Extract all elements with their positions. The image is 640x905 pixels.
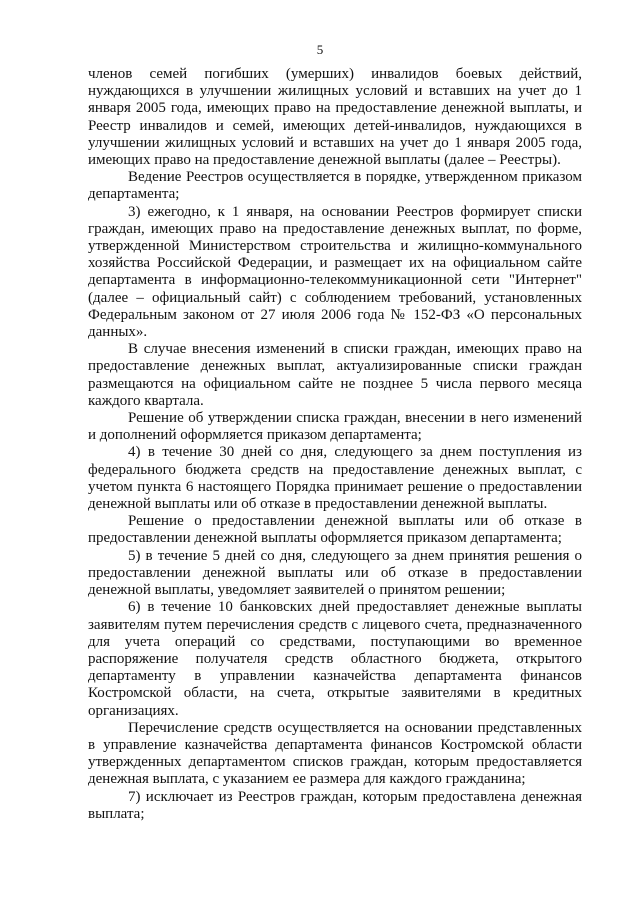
paragraph-payment-decision: Решение о предоставлении денежной выплаты или об отказе в предоставлении денежной выплаты оформляется приказом департамента; xyxy=(88,513,582,547)
paragraph-item-6: 6) в течение 10 банковских дней предоставляет денежные выплаты заявителям путем перечисления средств с лицевого счета, предназначенного для учета операций со средствами, поступающими во временное распоряжение получателя средств областного бюджета, открытого департаменту в управлении казначейства департамента финансов Костромской области, на счета, открытые заявителями в кредитных организациях. xyxy=(88,599,582,719)
paragraph-funds-transfer: Перечисление средств осуществляется на основании представленных в управление казначейства департамента финансов Костромской области утвержденных департаментом списков граждан, которым предоставляется денежная выплата, с указанием ее размера для каждого гражданина; xyxy=(88,719,582,788)
paragraph-continuation: членов семей погибших (умерших) инвалидов боевых действий, нуждающихся в улучшении жилищных условий и вставших на учет до 1 января 2005 года, имеющих право на предоставление денежной выплаты, и Реестр инвалидов и семей, имеющих детей-инвалидов, нуждающихся в улучшении жилищных условий и вставших на учет до 1 января 2005 года, имеющих право на предоставление денежной выплаты (далее – Реестры). xyxy=(88,66,582,169)
paragraph-item-3: 3) ежегодно, к 1 января, на основании Реестров формирует списки граждан, имеющих право на предоставление денежных выплат, по форме, утвержденной Министерством строительства и жилищно-коммунального хозяйства Российской Федерации, и размещает их на официальном сайте департамента в информационно-телекоммуникационной сети "Интернет" (далее – официальный сайт) с соблюдением требований, установленных Федеральным законом от 27 июля 2006 года № 152-ФЗ «О персональных данных». xyxy=(88,203,582,341)
paragraph-list-approval: Решение об утверждении списка граждан, внесении в него изменений и дополнений оформляется приказом департамента; xyxy=(88,410,582,444)
document-body xyxy=(88,66,582,823)
paragraph-registry-procedure: Ведение Реестров осуществляется в порядке, утвержденном приказом департамента; xyxy=(88,169,582,203)
paragraph-item-4: 4) в течение 30 дней со дня, следующего за днем поступления из федерального бюджета средств на предоставление денежных выплат, с учетом пункта 6 настоящего Порядка принимает решение о предоставлении денежной выплаты или об отказе в предоставлении денежной выплаты. xyxy=(88,444,582,513)
paragraph-list-changes: В случае внесения изменений в списки граждан, имеющих право на предоставление денежных выплат, актуализированные списки граждан размещаются на официальном сайте не позднее 5 числа первого месяца каждого квартала. xyxy=(88,341,582,409)
paragraph-item-7: 7) исключает из Реестров граждан, которым предоставлена денежная выплата; xyxy=(88,788,582,822)
page-number: 5 xyxy=(316,42,324,57)
paragraph-item-5: 5) в течение 5 дней со дня, следующего за днем принятия решения о предоставлении денежной выплаты или об отказе в предоставлении денежной выплаты, уведомляет заявителей о принятом решении; xyxy=(88,547,582,599)
